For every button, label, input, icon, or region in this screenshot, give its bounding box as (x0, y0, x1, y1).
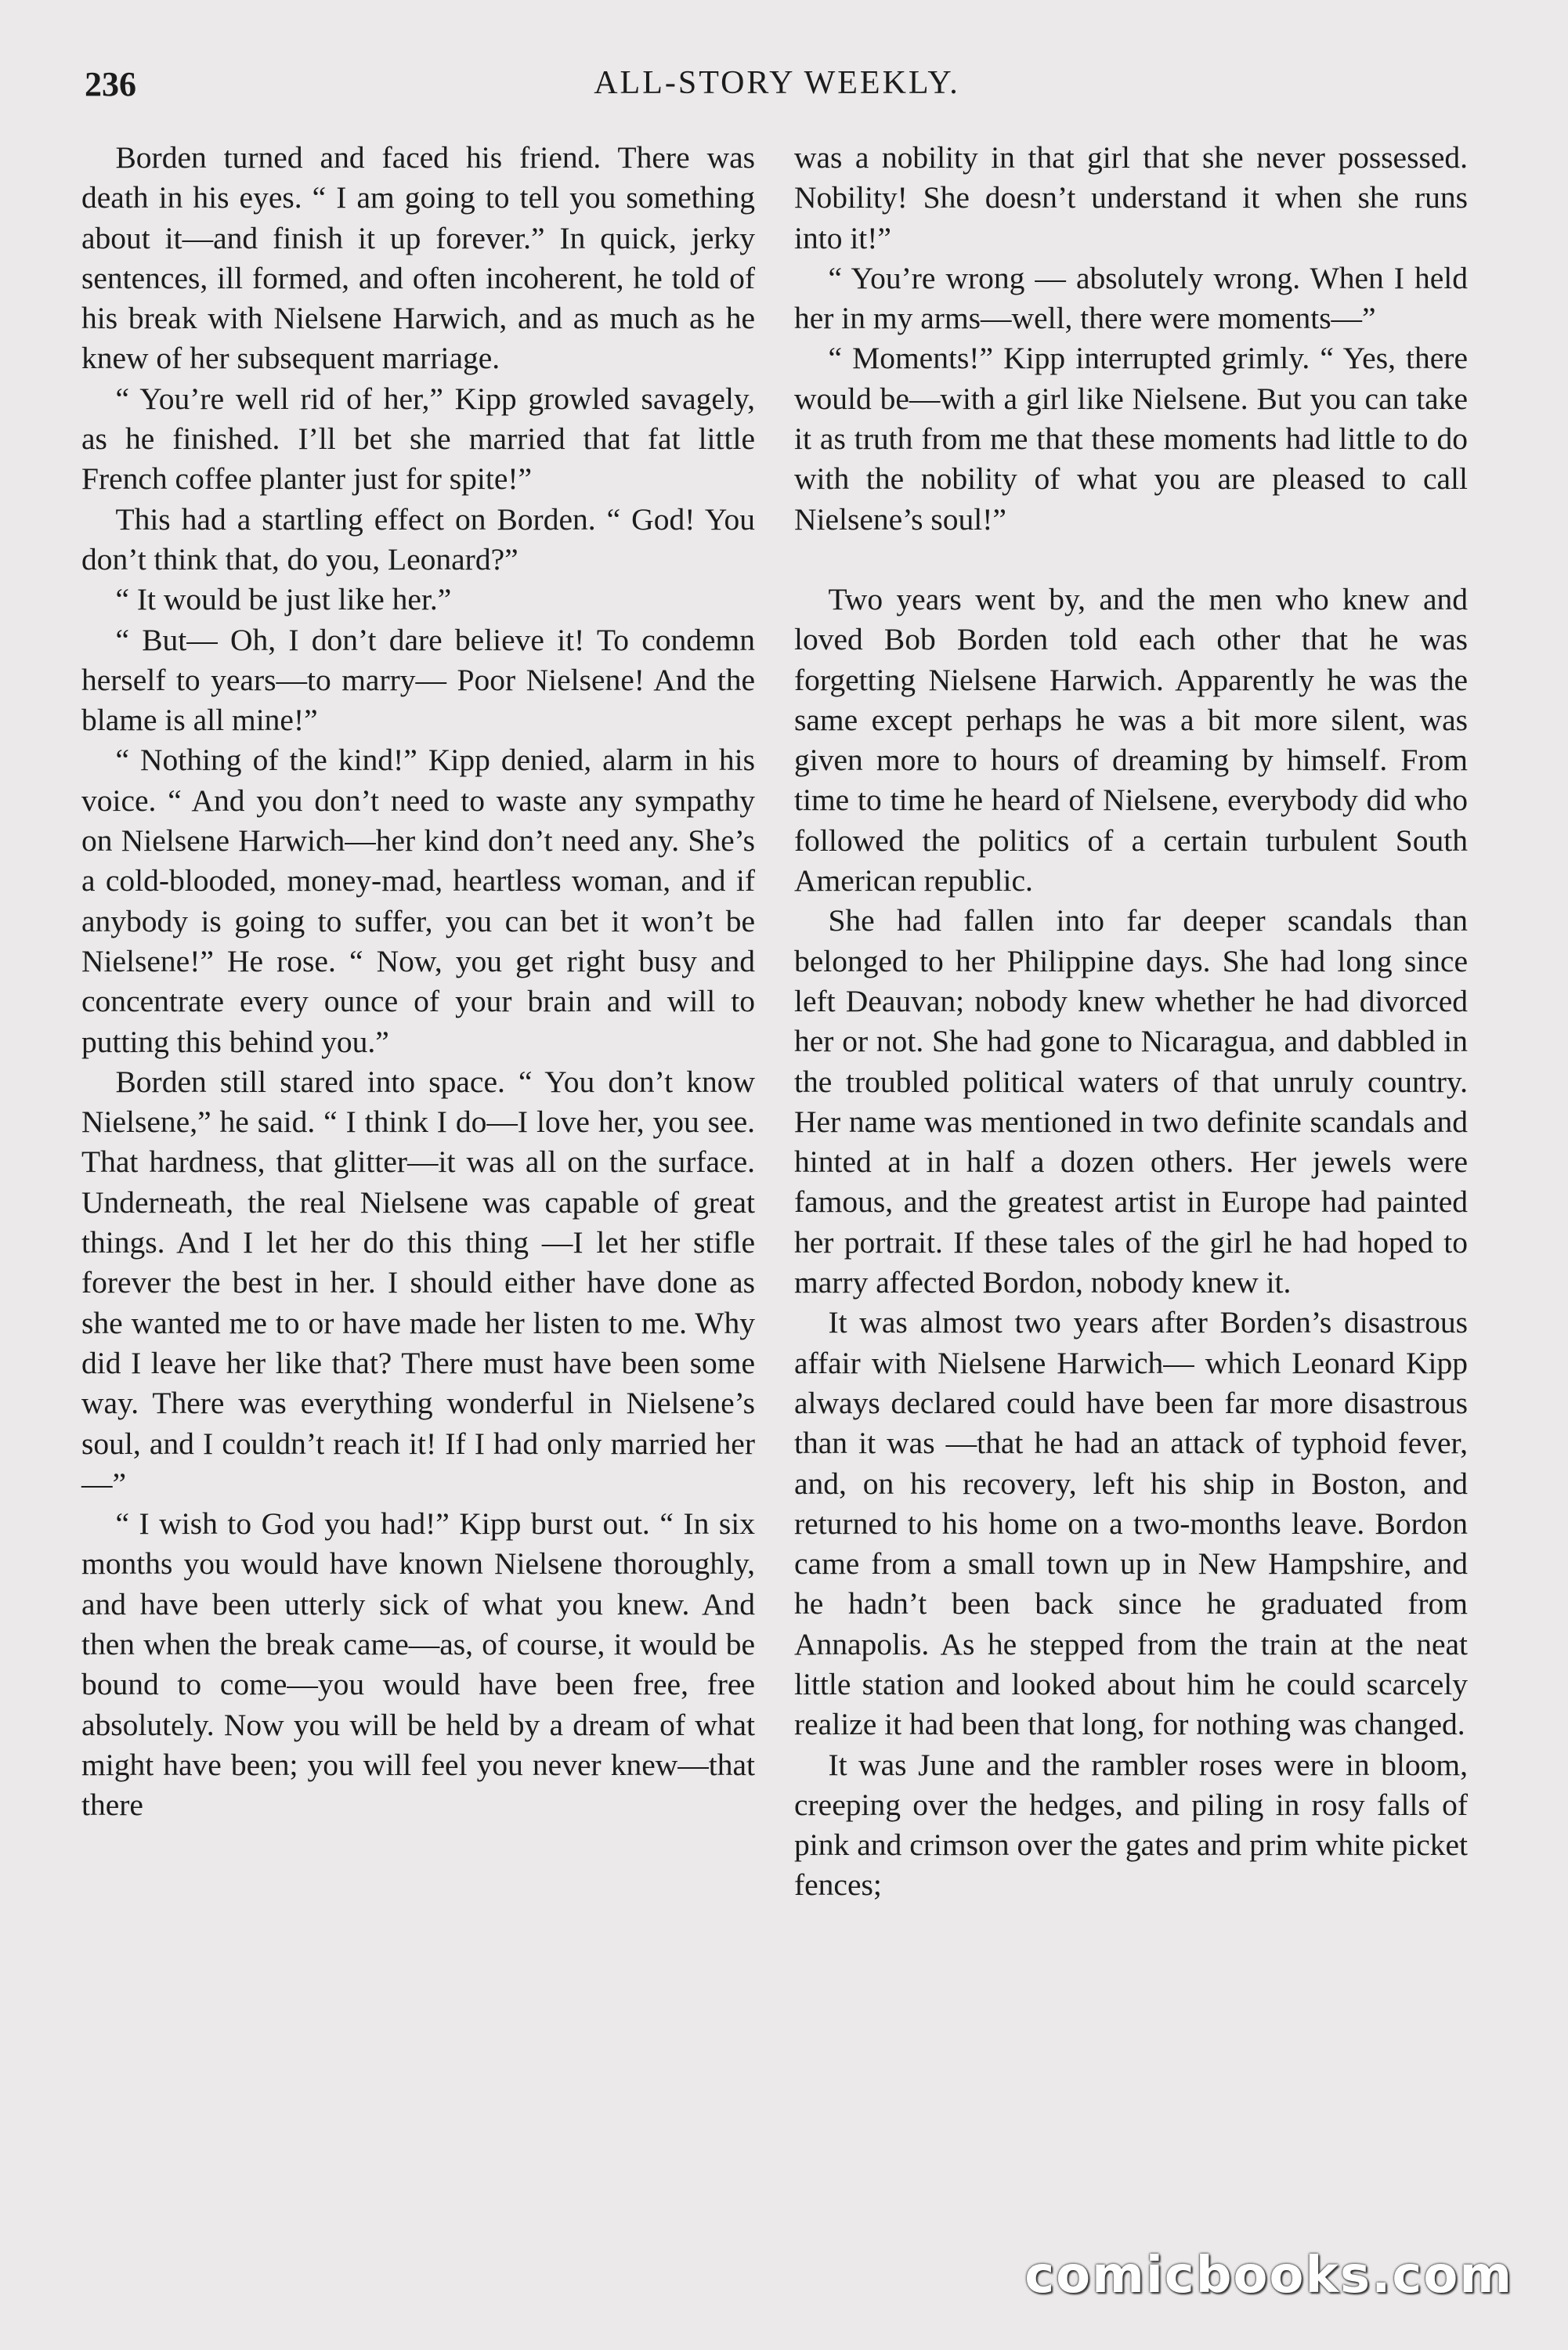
watermark: comicbooks.com (1024, 2247, 1513, 2305)
page-header (85, 64, 1469, 119)
paragraph-continuation: was a nobility in that girl that she never possessed. Nobility! She doesn’t understand it when she runs into it!” (794, 140, 1468, 255)
paragraph: Borden still stared into space. “ You don’t know Nielsene,” he said. “ I think I do—I love her, you see. That hardness, that glitter—it was all on the surface. Underneath, the real Nielsene was capable of great things. And I let her do this thing —I let her stifle forever the best in her. I should either have done as she wanted me to or have made her listen to me. Why did I leave her like that? There must have been some way. There was everything wonderful in Nielsene’s soul, and I couldn’t reach it! If I had only married her—” (81, 1064, 755, 1501)
paragraph: Borden turned and faced his friend. There was death in his eyes. “ I am going to tell you something about it—and finish it up forever.” In quick, jerky sentences, ill formed, and often incoherent, he told of his break with Nielsene Harwich, and as much as he knew of her subsequent marriage. (81, 140, 755, 376)
paragraph: She had fallen into far deeper scandals than belonged to her Philippine days. She had long since left Deauvan; nobody knew whether he had divorced her or not. She had gone to Nicaragua, and dabbled in the troubled political waters of that unruly country. Her name was mentioned in two definite scandals and hinted at in half a dozen others. Her jewels were famous, and the greatest artist in Europe had painted her portrait. If these tales of the girl he had hoped to marry affected Bordon, nobody knew it. (794, 903, 1468, 1300)
paragraph: Two years went by, and the men who knew and loved Bob Borden told each other that he was forgetting Nielsene Harwich. Apparently he was the same except perhaps he was a bit more silent, was given more to hours of dreaming by himself. From time to time he heard of Nielsene, everybody did who followed the politics of a certain turbulent South American republic. (794, 581, 1468, 898)
paragraph: “ But— Oh, I don’t dare believe it! To condemn herself to years—to marry— Poor Nielsene! And the blame is all mine!” (81, 622, 755, 738)
paragraph: “ Nothing of the kind!” Kipp denied, alarm in his voice. “ And you don’t need to waste any sympathy on Nielsene Harwich—her kind don’t need any. She’s a cold-blooded, money-mad, heartless woman, and if anybody is going to suffer, you can bet it won’t be Nielsene!” He rose. “ Now, you get right busy and concentrate every ounce of your brain and will to putting this behind you.” (81, 743, 755, 1059)
left-column (81, 138, 755, 2261)
paragraph: “ I wish to God you had!” Kipp burst out. “ In six months you would have known Nielsene thoroughly, and have been utterly sick of what you knew. And then when the break came—as, of course, it would be bound to come—you would have been free, free absolutely. Now you will be held by a dream of what might have been; you will feel you never knew—that there (81, 1506, 755, 1823)
paragraph: It was almost two years after Borden’s disastrous affair with Nielsene Harwich— which Leonard Kipp always declared could have been far more disastrous than it was —that he had an attack of typhoid fever, and, on his recovery, left his ship in Boston, and returned to his home on a two-months leave. Bordon came from a small town up in New Hampshire, and he hadn’t been back since he graduated from Annapolis. As he stepped from the train at the neat little station and looked about him he could scarcely realize it had been that long, for nothing was changed. (794, 1305, 1468, 1742)
paragraph: It was June and the rambler roses were in bloom, creeping over the hedges, and piling in rosy falls of pink and crimson over the gates and prim white picket fences; (794, 1747, 1468, 1903)
paragraph: “ You’re well rid of her,” Kipp growled savagely, as he finished. I’ll bet she married that fat little French coffee planter just for spite!” (81, 381, 755, 497)
paragraph: “ You’re wrong — absolutely wrong. When I held her in my arms—well, there were moments—” (794, 260, 1468, 336)
right-column (794, 138, 1468, 2261)
section-break (794, 540, 1468, 580)
paragraph: “ It would be just like her.” (115, 582, 452, 617)
paragraph: “ Moments!” Kipp interrupted grimly. “ Yes, there would be—with a girl like Nielsene. But you can take it as truth from me that these moments had little to do with the nobility of what you are pleased to call Nielsene’s soul!” (794, 341, 1468, 537)
paragraph: This had a startling effect on Borden. “ God! You don’t think that, do you, Leonard?” (81, 501, 755, 577)
running-title: ALL-STORY WEEKLY. (594, 65, 960, 101)
page-number: 236 (85, 65, 136, 103)
